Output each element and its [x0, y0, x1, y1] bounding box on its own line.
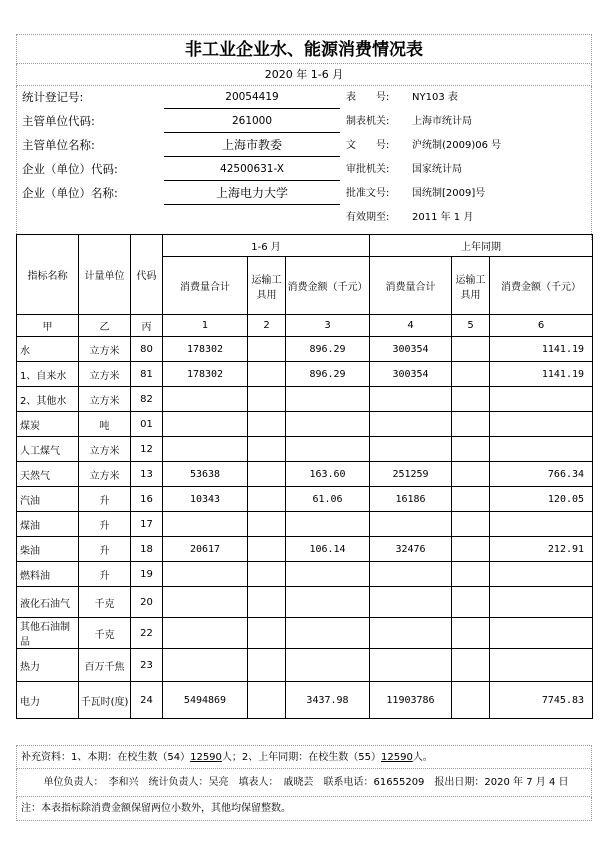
row-indicator-cell: 1、自来水 [17, 362, 79, 387]
row-transport-previous-cell [452, 487, 490, 512]
row-amount-previous-cell [490, 562, 593, 587]
row-consumption-previous-cell: 16186 [370, 487, 452, 512]
issuing-office-label: 制表机关: [346, 116, 390, 127]
row-transport-current-cell [248, 487, 286, 512]
row-transport-previous-cell [452, 587, 490, 618]
row-amount-previous-cell: 212.91 [490, 537, 593, 562]
info-row-supervisor-code [16, 110, 592, 133]
row-consumption-current-cell [163, 387, 248, 412]
supervisor-name-value: 上海市教委 [164, 134, 340, 157]
header-row-1 [17, 235, 593, 257]
row-consumption-current-cell [163, 618, 248, 649]
row-amount-previous-cell: 1141.19 [490, 337, 593, 362]
row-amount-previous-cell [490, 512, 593, 537]
header-code: 代码 [131, 235, 163, 315]
row-transport-previous-cell [452, 562, 490, 587]
approval-number-value: 国统制[2009]号 [412, 188, 486, 199]
row-code-cell: 23 [131, 649, 163, 682]
row-code-cell: 82 [131, 387, 163, 412]
row-transport-current-cell [248, 512, 286, 537]
row-consumption-current-cell: 53638 [163, 462, 248, 487]
row-amount-current-cell [286, 512, 370, 537]
row-code-cell: 81 [131, 362, 163, 387]
table-row [17, 682, 593, 719]
table-row [17, 412, 593, 437]
unit-name-value: 上海电力大学 [164, 182, 340, 205]
table-row [17, 649, 593, 682]
row-amount-previous-cell [490, 618, 593, 649]
row-code-cell: 80 [131, 337, 163, 362]
approval-office-value: 国家统计局 [412, 164, 462, 175]
row-consumption-previous-cell [370, 618, 452, 649]
info-row-valid-until [16, 206, 592, 229]
report-period: 2020 年 1-6 月 [16, 64, 592, 86]
row-amount-previous-cell: 1141.19 [490, 362, 593, 387]
unit-code-label: 企业（单位）代码: [22, 162, 118, 176]
row-transport-previous-cell [452, 387, 490, 412]
row-transport-current-cell [248, 362, 286, 387]
table-row [17, 562, 593, 587]
data-rows [17, 337, 593, 719]
row-indicator-cell: 2、其他水 [17, 387, 79, 412]
valid-until-label: 有效期至: [346, 212, 390, 223]
row-transport-previous-cell [452, 649, 490, 682]
header-amount-current: 消费金额（千元） [286, 257, 370, 315]
row-transport-previous-cell [452, 412, 490, 437]
row-code-cell: 17 [131, 512, 163, 537]
previous-student-count: 12590 [381, 752, 413, 763]
row-amount-current-cell [286, 618, 370, 649]
registration-number-value: 20054419 [164, 86, 340, 109]
row-code-cell: 22 [131, 618, 163, 649]
row-consumption-previous-cell: 11903786 [370, 682, 452, 719]
table-row [17, 487, 593, 512]
row-consumption-previous-cell: 251259 [370, 462, 452, 487]
row-amount-current-cell [286, 412, 370, 437]
row-unit-cell: 升 [79, 487, 131, 512]
supplement-middle: 人；2、上年同期：在校生数（55） [221, 752, 381, 763]
row-unit-cell: 千瓦时(度) [79, 682, 131, 719]
row-amount-current-cell [286, 562, 370, 587]
row-amount-current-cell: 896.29 [286, 337, 370, 362]
row-amount-current-cell: 61.06 [286, 487, 370, 512]
row-consumption-current-cell [163, 587, 248, 618]
row-indicator-cell: 其他石油制品 [17, 618, 79, 649]
valid-until-value: 2011 年 1 月 [412, 212, 474, 223]
signoff-line: 单位负责人： 李和兴 统计负责人：吴亮 填表人： 戚晓芸 联系电话：61655209 报出日期：2020 年 7 月 4 日 [16, 769, 592, 797]
row-transport-current-cell [248, 462, 286, 487]
row-indicator-cell: 人工煤气 [17, 437, 79, 462]
row-amount-current-cell: 3437.98 [286, 682, 370, 719]
row-indicator-cell: 煤油 [17, 512, 79, 537]
approval-office-label: 审批机关: [346, 164, 390, 175]
row-consumption-previous-cell [370, 649, 452, 682]
row-unit-cell: 百万千焦 [79, 649, 131, 682]
row-code-cell: 01 [131, 412, 163, 437]
row-consumption-previous-cell [370, 587, 452, 618]
row-code-cell: 18 [131, 537, 163, 562]
row-amount-current-cell [286, 387, 370, 412]
row-consumption-previous-cell: 300354 [370, 337, 452, 362]
row-consumption-previous-cell [370, 562, 452, 587]
row-transport-previous-cell [452, 462, 490, 487]
info-row-registration-number [16, 86, 592, 109]
row-transport-current-cell [248, 387, 286, 412]
row-indicator-cell: 煤炭 [17, 412, 79, 437]
row-consumption-current-cell [163, 562, 248, 587]
issuing-office-value: 上海市统计局 [412, 116, 472, 127]
footnote: 注：本表指标除消费金额保留两位小数外，其他均保留整数。 [16, 797, 592, 821]
header-consumption-previous: 消费量合计 [370, 257, 452, 315]
row-consumption-current-cell: 20617 [163, 537, 248, 562]
registration-number-label: 统计登记号: [22, 90, 84, 104]
row-indicator-cell: 汽油 [17, 487, 79, 512]
row-unit-cell: 立方米 [79, 462, 131, 487]
row-amount-previous-cell: 7745.83 [490, 682, 593, 719]
supplement-prefix: 补充资料：1、本期：在校生数（54） [21, 752, 191, 763]
index-cell: 3 [286, 315, 370, 337]
row-consumption-previous-cell [370, 512, 452, 537]
row-indicator-cell: 水 [17, 337, 79, 362]
row-transport-current-cell [248, 587, 286, 618]
row-transport-current-cell [248, 412, 286, 437]
header-consumption-current: 消费量合计 [163, 257, 248, 315]
row-amount-previous-cell [490, 437, 593, 462]
row-consumption-current-cell: 10343 [163, 487, 248, 512]
header-previous-period: 上年同期 [370, 235, 593, 257]
form-number-value: NY103 表 [412, 92, 458, 103]
row-code-cell: 20 [131, 587, 163, 618]
info-row-supervisor-name [16, 134, 592, 157]
index-cell: 4 [370, 315, 452, 337]
info-row-unit-code [16, 158, 592, 181]
row-consumption-current-cell: 178302 [163, 362, 248, 387]
row-amount-previous-cell [490, 587, 593, 618]
row-amount-previous-cell [490, 649, 593, 682]
report-title: 非工业企业水、能源消费情况表 [16, 34, 592, 64]
table-row [17, 537, 593, 562]
row-transport-current-cell [248, 562, 286, 587]
row-unit-cell: 升 [79, 562, 131, 587]
row-transport-previous-cell [452, 437, 490, 462]
row-unit-cell: 立方米 [79, 337, 131, 362]
table-row [17, 362, 593, 387]
row-amount-previous-cell: 120.05 [490, 487, 593, 512]
row-transport-current-cell [248, 649, 286, 682]
row-amount-previous-cell: 766.34 [490, 462, 593, 487]
header-current-period: 1-6 月 [163, 235, 370, 257]
row-amount-current-cell [286, 587, 370, 618]
row-consumption-current-cell [163, 437, 248, 462]
row-consumption-current-cell [163, 412, 248, 437]
row-unit-cell: 升 [79, 537, 131, 562]
row-transport-previous-cell [452, 337, 490, 362]
row-code-cell: 12 [131, 437, 163, 462]
table-row [17, 462, 593, 487]
row-code-cell: 24 [131, 682, 163, 719]
row-consumption-current-cell [163, 649, 248, 682]
supplement-suffix: 人。 [412, 752, 433, 763]
row-unit-cell: 立方米 [79, 387, 131, 412]
row-consumption-previous-cell [370, 437, 452, 462]
row-consumption-current-cell [163, 512, 248, 537]
row-amount-previous-cell [490, 412, 593, 437]
approval-number-label: 批准文号: [346, 188, 390, 199]
row-code-cell: 13 [131, 462, 163, 487]
row-transport-current-cell [248, 537, 286, 562]
row-amount-current-cell: 896.29 [286, 362, 370, 387]
index-cell: 1 [163, 315, 248, 337]
header-indicator: 指标名称 [17, 235, 79, 315]
supervisor-name-label: 主管单位名称: [22, 138, 95, 152]
supervisor-code-label: 主管单位代码: [22, 114, 95, 128]
info-row-unit-name [16, 182, 592, 205]
unit-name-label: 企业（单位）名称: [22, 186, 118, 200]
document-number-value: 沪统制(2009)06 号 [412, 140, 502, 151]
row-consumption-current-cell: 178302 [163, 337, 248, 362]
index-row [17, 315, 593, 337]
row-transport-previous-cell [452, 512, 490, 537]
row-consumption-previous-cell [370, 387, 452, 412]
header-transport-previous: 运输工具用 [452, 257, 490, 315]
row-transport-current-cell [248, 337, 286, 362]
row-transport-previous-cell [452, 618, 490, 649]
index-cell: 丙 [131, 315, 163, 337]
row-indicator-cell: 电力 [17, 682, 79, 719]
row-transport-previous-cell [452, 537, 490, 562]
row-consumption-previous-cell: 32476 [370, 537, 452, 562]
row-unit-cell: 吨 [79, 412, 131, 437]
table-row [17, 618, 593, 649]
row-indicator-cell: 液化石油气 [17, 587, 79, 618]
row-indicator-cell: 燃料油 [17, 562, 79, 587]
row-transport-current-cell [248, 618, 286, 649]
header-unit: 计量单位 [79, 235, 131, 315]
row-amount-current-cell: 163.60 [286, 462, 370, 487]
row-amount-current-cell: 106.14 [286, 537, 370, 562]
table-row [17, 387, 593, 412]
header-amount-previous: 消费金额（千元） [490, 257, 593, 315]
row-transport-previous-cell [452, 362, 490, 387]
header-transport-current: 运输工具用 [248, 257, 286, 315]
row-consumption-previous-cell [370, 412, 452, 437]
index-cell: 6 [490, 315, 593, 337]
row-indicator-cell: 柴油 [17, 537, 79, 562]
supplement-line [16, 745, 592, 769]
row-unit-cell: 千克 [79, 618, 131, 649]
row-amount-current-cell [286, 437, 370, 462]
row-transport-current-cell [248, 682, 286, 719]
index-cell: 甲 [17, 315, 79, 337]
row-unit-cell: 立方米 [79, 362, 131, 387]
form-number-label: 表 号: [346, 92, 390, 103]
unit-code-value: 42500631-X [164, 158, 340, 181]
supervisor-code-value: 261000 [164, 110, 340, 133]
row-transport-current-cell [248, 437, 286, 462]
consumption-table [16, 234, 593, 719]
row-indicator-cell: 天然气 [17, 462, 79, 487]
current-student-count: 12590 [190, 752, 222, 763]
row-transport-previous-cell [452, 682, 490, 719]
index-cell: 2 [248, 315, 286, 337]
index-cell: 5 [452, 315, 490, 337]
row-code-cell: 19 [131, 562, 163, 587]
row-code-cell: 16 [131, 487, 163, 512]
row-unit-cell: 立方米 [79, 437, 131, 462]
table-row [17, 437, 593, 462]
row-indicator-cell: 热力 [17, 649, 79, 682]
document-number-label: 文 号: [346, 140, 390, 151]
table-row [17, 587, 593, 618]
row-amount-current-cell [286, 649, 370, 682]
index-cell: 乙 [79, 315, 131, 337]
table-row [17, 337, 593, 362]
table-row [17, 512, 593, 537]
row-consumption-previous-cell: 300354 [370, 362, 452, 387]
row-unit-cell: 升 [79, 512, 131, 537]
row-unit-cell: 千克 [79, 587, 131, 618]
row-consumption-current-cell: 5494869 [163, 682, 248, 719]
row-amount-previous-cell [490, 387, 593, 412]
